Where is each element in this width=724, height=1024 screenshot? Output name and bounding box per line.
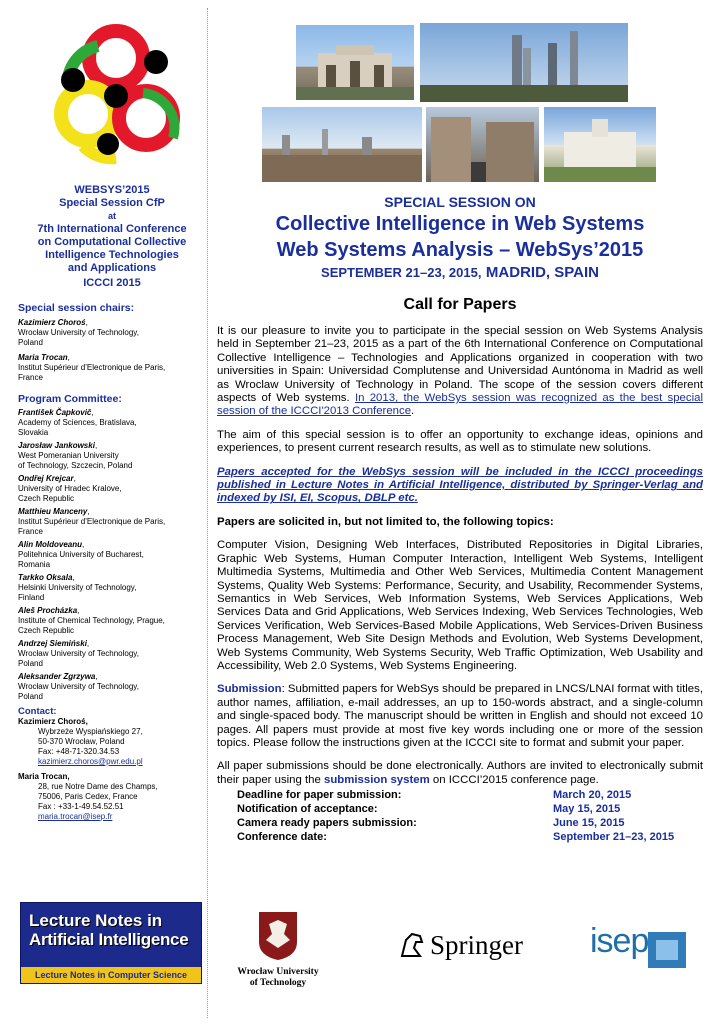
springer-horse-icon — [398, 930, 426, 960]
award-link[interactable]: In 2013, the WebSys session was recognized as the best special session of the ICCCI'2013 Conference — [217, 392, 703, 418]
contact-address: Wybrzeże Wyspiańskiego 27, — [38, 727, 143, 736]
member-name: Matthieu Manceny — [18, 507, 88, 516]
conference-logo — [38, 18, 193, 173]
electronic-end: on ICCCI’2015 conference page. — [429, 773, 599, 786]
date-value: May 15, 2015 — [553, 803, 621, 816]
chair-affiliation: Wrocław University of Technology, — [18, 328, 139, 337]
member-affiliation: Poland — [18, 692, 43, 701]
wroclaw-name-line2: of Technology — [249, 978, 307, 988]
committee-member — [18, 672, 206, 702]
wroclaw-university-logo — [228, 910, 328, 990]
committee-member — [18, 639, 206, 669]
contact-list — [18, 717, 206, 822]
date-text: SEPTEMBER 21–23, 2015, — [321, 265, 482, 280]
contact-email-link[interactable]: maria.trocan@isep.fr — [38, 812, 113, 821]
intro-paragraph — [217, 325, 703, 419]
special-session-label: SPECIAL SESSION ON — [384, 194, 536, 210]
member-affiliation: Czech Republic — [18, 626, 75, 635]
committee-list — [18, 408, 206, 702]
member-affiliation: Finland — [18, 593, 45, 602]
comma: , — [94, 441, 98, 450]
conference-name-line: 7th International Conference — [37, 223, 187, 235]
comma: , — [86, 639, 90, 648]
chair-name: Maria Trocan — [18, 353, 68, 362]
committee-member — [18, 474, 206, 504]
member-affiliation: Institute of Chemical Technology, Prague, — [18, 616, 165, 625]
comma: , — [77, 606, 80, 615]
comma: , — [91, 408, 94, 417]
committee-member — [18, 540, 206, 570]
chair-entry — [18, 353, 206, 383]
contact-address: 28, rue Notre Dame des Champs, — [38, 782, 158, 791]
comma: , — [72, 573, 75, 582]
member-name: Ondřej Krejcar — [18, 474, 74, 483]
member-name: Aleš Procházka — [18, 606, 78, 615]
date-value: March 20, 2015 — [553, 789, 632, 802]
member-affiliation: of Technology, Szczecin, Poland — [18, 461, 133, 470]
chair-country: Poland — [18, 338, 43, 347]
photo-cibeles-palace — [544, 107, 656, 182]
isep-square-small — [656, 940, 678, 960]
isep-logo — [590, 920, 695, 980]
committee-heading: Program Committee: — [18, 393, 122, 405]
title-line-2: Web Systems Analysis – WebSys’2015 — [276, 239, 644, 261]
committee-member — [18, 606, 206, 636]
date-label: Conference date: — [237, 831, 327, 844]
contact-address: 50-370 Wrocław, Poland — [38, 737, 125, 746]
member-affiliation: Institut Supérieur d’Electronique de Paris, — [18, 517, 166, 526]
date-row — [237, 831, 674, 845]
iccci-label: ICCCI 2015 — [83, 277, 141, 289]
comma: , — [82, 540, 85, 549]
conference-name-line: on Computational Collective — [37, 236, 187, 248]
committee-member — [18, 441, 206, 471]
chairs-list — [18, 318, 206, 383]
date-row — [237, 789, 674, 803]
member-affiliation: Romania — [18, 560, 51, 569]
comma: , — [73, 474, 76, 483]
chair-country: France — [18, 373, 43, 382]
date-value: September 21–23, 2015 — [553, 831, 675, 844]
intro-text: It is our pleasure to invite you to participate in the special session on Web Systems Analysis held in September 21–23, 2015 as a part of the 6th International Conference on Computational Collective Intelligence – Technologies and Applications organized in cooperation with two universities in Spain: Universidad Complutense and Universidad Auntónoma in Madrid as well as Wroclaw University of Technology in Poland. The scope of the session covers different aspects of Web systems. — [217, 325, 703, 405]
aim-paragraph: The aim of this special session is to offer an opportunity to exchange ideas, opinions and experiences, to present current research results, as well as to stimulate new solutions. — [217, 428, 703, 455]
committee-member — [18, 573, 206, 603]
member-affiliation: Academy of Sciences, Bratislava, — [18, 418, 137, 427]
proceedings-paragraph[interactable]: Papers accepted for the WebSys session will be included in the ICCCI proceedings published in Lecture Notes in Artificial Intelligence, distributed by Springer-Verlag and indexed by ISI, EI, Scopus, DBLP etc. — [217, 465, 703, 505]
member-affiliation: France — [18, 527, 43, 536]
chairs-heading: Special session chairs: — [18, 302, 135, 314]
date-row — [237, 803, 674, 817]
committee-member — [18, 507, 206, 537]
submission-label: Submission — [217, 683, 282, 696]
member-name: Tarkko Oksala — [18, 573, 73, 582]
place-text: MADRID, SPAIN — [485, 264, 599, 281]
springer-wordmark: Springer — [430, 930, 523, 960]
date-row — [237, 817, 674, 831]
topics-heading: Papers are solicited in, but not limited to, the following topics: — [217, 515, 554, 528]
topics-paragraph: Computer Vision, Designing Web Interfaces, Distributed Repositories in Digital Libraries, Graphic Web Systems, Human Computer Interaction, Intelligent Web Systems, Intelligent Multimedia Systems, Multimedia and Other Web Services, Multimedia Content Management Systems, Quality Web Systems: Performance, Security, and Usability, Recommender Systems, Semantics in Web Services, Web Information Systems, Web Services Applications, Web Services Data and Grid Applications, Web Services Indexing, Web Services Technologies, Web Services Verification, Web Services-Based Mobile Applications, Web Services-Driven Business Process Management, Web Site Design Methods and Evolution, Web Systems Development, Web Systems Community, Web Systems Security, Web Traffic Optimization, Web Usability and Accessibility, Web 2.0 Systems, Web Systems Engineering. — [217, 539, 703, 672]
comma: , — [67, 353, 70, 362]
contact-entry — [18, 772, 206, 822]
member-name: Alin Moldoveanu — [18, 540, 82, 549]
photo-madrid-skyline — [262, 107, 422, 182]
submission-text: : Submitted papers for WebSys should be prepared in LNCS/LNAI format with titles, author names, affiliation, e-mail addresses, an up to 150-words abstract, and a single-column and single-spaced body. The manuscript should be written in English and should not exceed 10 pages. All papers must provide at most five key words including one or more of the session topics. Please follow the instructions given at the ICCCI site to format and submit your paper. — [217, 683, 704, 749]
member-name: František Čapkovič — [18, 408, 92, 417]
comma: , — [95, 672, 98, 681]
member-affiliation: Wrocław University of Technology, — [18, 682, 139, 691]
member-name: Andrzej Siemiński — [18, 639, 87, 648]
contact-heading: Contact: — [18, 706, 57, 717]
contact-fax: Fax : +33-1-49.54.52.51 — [38, 802, 124, 811]
period: . — [411, 405, 415, 418]
lnai-logo-line2: Artificial Intelligence — [29, 930, 189, 949]
submission-system-link[interactable]: submission system — [324, 773, 430, 786]
call-for-papers-title: Call for Papers — [403, 296, 517, 313]
member-affiliation: University of Hradec Kralove, — [18, 484, 122, 493]
electronic-paragraph — [217, 760, 703, 787]
chair-name: Kazimierz Choroś — [18, 318, 86, 327]
contact-name: Kazimierz Choroś, — [18, 717, 88, 726]
submission-paragraph — [217, 683, 703, 750]
cfp-label: Special Session CfP — [59, 197, 165, 209]
column-divider — [207, 8, 208, 1018]
committee-member — [18, 408, 206, 438]
date-place-line — [217, 263, 703, 283]
lnai-logo — [20, 902, 202, 984]
isep-wordmark: isep — [590, 922, 649, 960]
date-label: Camera ready papers submission: — [237, 817, 417, 830]
photo-puerta-de-alcala — [296, 25, 414, 100]
member-affiliation: Poland — [18, 659, 43, 668]
important-dates-table — [237, 789, 674, 845]
chair-entry — [18, 318, 206, 348]
member-name: Jarosław Jankowski — [18, 441, 95, 450]
member-name: Aleksander Zgrzywa — [18, 672, 96, 681]
chair-affiliation: Institut Supérieur d’Electronique de Paris, — [18, 363, 166, 372]
member-affiliation: West Pomeranian University — [18, 451, 119, 460]
photo-madrid-towers — [420, 23, 628, 102]
header-block — [217, 193, 703, 316]
contact-address: 75006, Paris Cedex, France — [38, 792, 138, 801]
lnai-logo-line1: Lecture Notes in — [29, 911, 163, 930]
lnai-logo-line3: Lecture Notes in Computer Science — [21, 967, 201, 983]
wroclaw-name-line1: Wrocław University — [237, 967, 319, 977]
conference-name-line: and Applications — [67, 262, 157, 274]
wroclaw-eagle-shield-icon — [257, 910, 299, 962]
conference-title-block — [18, 184, 206, 290]
body-text — [217, 325, 703, 845]
websys-label: WEBSYS’2015 — [74, 184, 150, 196]
member-affiliation: Politehnica University of Bucharest, — [18, 550, 144, 559]
left-column — [18, 184, 206, 822]
member-affiliation: Wrocław University of Technology, — [18, 649, 139, 658]
contact-email-link[interactable]: kazimierz.choros@pwr.edu.pl — [38, 757, 143, 766]
springer-logo — [398, 928, 528, 968]
conference-name-line: Intelligence Technologies — [45, 249, 179, 261]
member-affiliation: Slovakia — [18, 428, 49, 437]
date-label: Deadline for paper submission: — [237, 789, 402, 802]
date-value: June 15, 2015 — [553, 817, 625, 830]
contact-name: Maria Trocan, — [18, 772, 70, 781]
member-affiliation: Czech Republic — [18, 494, 75, 503]
member-affiliation: Helsinki University of Technology, — [18, 583, 137, 592]
comma: , — [85, 318, 88, 327]
at-label: at — [107, 211, 116, 221]
photo-gran-via — [426, 107, 539, 182]
contact-entry — [18, 717, 206, 767]
electronic-text: All paper submissions should be done electronically. Authors are invited to electronically submit their paper using the — [217, 760, 703, 786]
comma: , — [87, 507, 90, 516]
title-line-1: Collective Intelligence in Web Systems — [275, 213, 645, 235]
date-label: Notification of acceptance: — [237, 803, 378, 816]
contact-fax: Fax: +48-71-320.34.53 — [38, 747, 120, 756]
